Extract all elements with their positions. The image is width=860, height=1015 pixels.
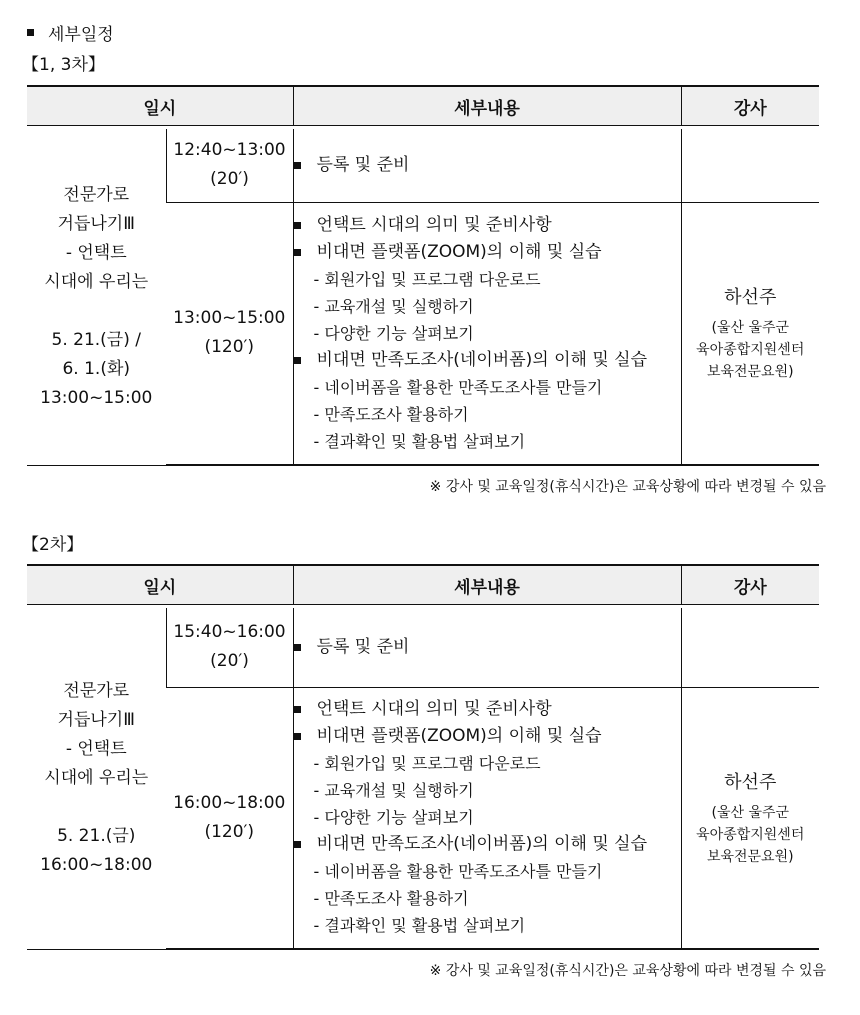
sub-item: - 교육개설 및 실행하기 [313,781,474,801]
section-heading [27,20,114,45]
list-item [294,239,681,266]
date-line: 6. 1.(화) [62,358,131,379]
item-text: 등록 및 준비 [316,154,410,175]
sub-item: - 결과확인 및 활용법 살펴보기 [313,916,526,936]
date-spacer [27,297,166,326]
item-text: 비대면 플랫폼(ZOOM)의 이해 및 실습 [316,241,602,262]
item-text: 비대면 만족도조사(네이버폼)의 이해 및 실습 [316,834,647,855]
table-header-row [27,86,819,126]
instructor-name: 하선주 [724,771,777,793]
table-row [27,129,819,202]
instructor-org-line: 육아종합지원센터 [696,826,805,843]
square-bullet-icon [27,29,34,36]
content-cell [293,129,681,202]
date-line: - 언택트 [65,738,127,759]
date-line: - 언택트 [65,242,127,263]
date-spacer [27,793,166,822]
header-content: 세부내용 [293,565,681,605]
square-bullet-icon [294,841,301,848]
session-label: 【1, 3차】 [22,55,105,75]
instructor-blank-cell [681,129,819,202]
item-text: 언택트 시대의 의미 및 준비사항 [316,214,552,235]
list-item [294,831,681,858]
date-line: 시대에 우리는 [44,767,149,788]
time-cell [166,608,293,687]
item-text: 등록 및 준비 [316,636,410,657]
content-cell [293,687,681,949]
time-cell [166,202,293,465]
table-header-row [27,565,819,605]
sub-item: - 회원가입 및 프로그램 다운로드 [313,269,541,289]
header-date: 일시 [27,565,293,605]
section-heading-text: 세부일정 [48,25,114,45]
time-range: 16:00~18:00 [173,792,286,813]
square-bullet-icon [294,733,301,740]
list-item [294,723,681,750]
item-text: 비대면 만족도조사(네이버폼)의 이해 및 실습 [316,349,647,370]
sub-item: - 만족도조사 활용하기 [313,889,469,909]
instructor-name: 하선주 [724,287,777,309]
time-duration: (20′) [210,169,249,190]
schedule-table [27,564,819,950]
header-content: 세부내용 [293,86,681,126]
instructor-org-line: 보육전문요원) [706,848,794,865]
list-item [294,212,681,239]
time-range: 12:40~13:00 [173,140,286,161]
date-line: 전문가로 [63,184,130,205]
square-bullet-icon [294,357,301,364]
sub-item: - 다양한 기능 살펴보기 [313,323,474,343]
list-item [294,152,681,179]
instructor-cell [681,687,819,949]
sub-item: - 네이버폼을 활용한 만족도조사틀 만들기 [313,377,603,397]
square-bullet-icon [294,249,301,256]
sub-item: - 교육개설 및 실행하기 [313,296,474,316]
list-item [294,634,681,661]
time-cell [166,129,293,202]
sub-item: - 다양한 기능 살펴보기 [313,808,474,828]
session-label: 【2차】 [22,535,84,555]
table-row [27,608,819,687]
instructor-blank-cell [681,608,819,687]
schedule-note: ※ 강사 및 교육일정(휴식시간)은 교육상황에 따라 변경될 수 있음 [429,963,826,979]
date-cell [27,129,166,465]
date-line: 5. 21.(금) [57,825,136,846]
square-bullet-icon [294,162,301,169]
item-text: 비대면 플랫폼(ZOOM)의 이해 및 실습 [316,726,602,747]
date-line: 시대에 우리는 [44,271,149,292]
date-line: 전문가로 [63,680,130,701]
sub-item: - 회원가입 및 프로그램 다운로드 [313,754,541,774]
square-bullet-icon [294,644,301,651]
header-date: 일시 [27,86,293,126]
instructor-org-line: (울산 울주군 [711,320,790,337]
time-duration: (20′) [210,651,249,672]
square-bullet-icon [294,706,301,713]
header-instructor: 강사 [681,86,819,126]
list-item [294,696,681,723]
sub-item: - 만족도조사 활용하기 [313,404,469,424]
instructor-org-line: 육아종합지원센터 [696,342,805,359]
list-item [294,347,681,374]
date-line: 5. 21.(금) / [51,329,141,350]
time-range: 15:40~16:00 [173,622,286,643]
time-range: 13:00~15:00 [173,308,286,329]
schedule-note: ※ 강사 및 교육일정(휴식시간)은 교육상황에 따라 변경될 수 있음 [429,479,826,495]
instructor-cell [681,202,819,465]
instructor-org-line: 보육전문요원) [706,364,794,381]
date-line: 13:00~15:00 [40,387,153,408]
instructor-org-line: (울산 울주군 [711,804,790,821]
item-text: 언택트 시대의 의미 및 준비사항 [316,699,552,720]
sub-item: - 네이버폼을 활용한 만족도조사틀 만들기 [313,862,603,882]
content-cell [293,608,681,687]
date-line: 거듭나기Ⅲ [57,709,135,730]
time-cell [166,687,293,949]
date-line: 거듭나기Ⅲ [57,213,135,234]
sub-item: - 결과확인 및 활용법 살펴보기 [313,431,526,451]
time-duration: (120′) [204,821,255,842]
date-line: 16:00~18:00 [40,854,153,875]
square-bullet-icon [294,222,301,229]
schedule-table [27,85,819,466]
time-duration: (120′) [204,337,255,358]
date-cell [27,608,166,949]
content-cell [293,202,681,465]
header-instructor: 강사 [681,565,819,605]
